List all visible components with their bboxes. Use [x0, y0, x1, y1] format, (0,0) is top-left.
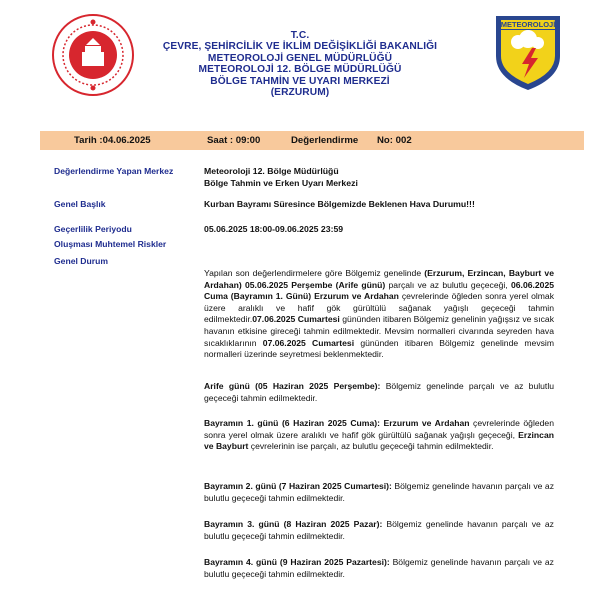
center-label: Değerlendirme Yapan Merkez [54, 166, 174, 176]
header-line-general-directorate: METEOROLOJİ GENEL MÜDÜRLÜĞÜ [207, 52, 393, 64]
paragraph-day1 [204, 418, 554, 453]
title-value: Kurban Bayramı Süresince Bölgemizde Beklenen Hava Durumu!!! [204, 199, 475, 209]
info-bar [40, 131, 584, 150]
p1-text-4: gününden itibaren Bölgemiz genelinin yağışsız ve sıcak havanın etkisine gireceği tahmin edilmektedir. Mevsim normalleri civarında seyreden hava sıcaklıklarının [204, 314, 554, 348]
ministry-seal-logo [52, 14, 134, 96]
p1-bold-3: 07.06.2025 Cumartesi [252, 314, 340, 325]
p3-text-2: çevrelerinin ise parçalı, az bulutlu geçeceği tahmin edilmektedir. [248, 441, 494, 452]
title-label: Genel Başlık [54, 199, 106, 209]
header-line-center: BÖLGE TAHMİN VE UYARI MERKEZİ [210, 75, 390, 87]
p6-bold: Bayramın 4. günü (9 Haziran 2025 Pazartesi): [204, 557, 390, 567]
header-line-regional-directorate: METEOROLOJİ 12. BÖLGE MÜDÜRLÜĞÜ [198, 64, 402, 76]
p1-bold-2: 06.06.2025 Cuma (Bayramın 1. Günü) Erzurum ve Ardahan [204, 279, 555, 302]
p1-bold-4: 07.06.2025 Cumartesi [262, 337, 355, 348]
paragraph-general [204, 268, 554, 361]
paragraph-day4 [204, 557, 554, 580]
paragraph-day2 [204, 481, 554, 504]
header-line-city: (ERZURUM) [270, 87, 330, 99]
header-line-ministry: ÇEVRE, ŞEHİRCİLİK VE İKLİM DEĞİŞİKLİĞİ BAKANLIĞI [162, 41, 438, 53]
p1-text-1: Yapılan son değerlendirmelere göre Bölgemiz genelinde [204, 268, 425, 278]
p4-bold: Bayramın 2. günü (7 Haziran 2025 Cumartesi): [204, 481, 392, 491]
p3-bold-1: Bayramın 1. günü (6 Haziran 2025 Cuma): Erzurum ve Ardahan [204, 418, 470, 428]
meteoroloji-logo [492, 12, 564, 92]
p4-text: Bölgemiz genelinde havanın parçalı ve az bulutlu geçeceği tahmin edilmektedir. [204, 481, 554, 503]
paragraph-arife [204, 381, 554, 404]
p3-bold-2: Erzincan ve Bayburt [204, 429, 554, 452]
p5-text: Bölgemiz genelinde havanın parçalı ve az bulutlu geçeceği tahmin edilmektedir. [204, 519, 554, 541]
center-value-line1: Meteoroloji 12. Bölge Müdürlüğü [204, 166, 339, 176]
document-header [150, 30, 450, 98]
p1-text-2: parçalı ve az bulutlu geçeceği, [385, 279, 511, 290]
p1-text-3: çevrelerinde öğleden sonra yerel olmak üzere aralıklı ve hafif gök gürültülü sağanak yağışlı geçeceği tahmin edilmektedir. [204, 291, 554, 325]
evaluation-number: No: 002 [377, 135, 412, 146]
general-status-label: Genel Durum [54, 256, 108, 266]
paragraph-day3 [204, 519, 554, 542]
header-line-tc: T.C. [290, 30, 310, 41]
validity-label: Geçerlilik Periyodu [54, 224, 132, 234]
p2-bold: Arife günü (05 Haziran 2025 Perşembe): [204, 381, 381, 391]
p5-bold: Bayramın 3. günü (8 Haziran 2025 Pazar): [204, 519, 383, 529]
p6-text: Bölgemiz genelinde havanın parçalı ve az bulutlu geçeceği tahmin edilmektedir. [204, 557, 554, 579]
p1-bold-1: (Erzurum, Erzincan, Bayburt ve Ardahan) 05.06.2025 Perşembe (Arife günü) [204, 268, 554, 290]
evaluation-label: Değerlendirme [291, 135, 359, 146]
p2-text: Bölgemiz genelinde parçalı ve az bulutlu geçeceği tahmin edilmektedir. [204, 381, 555, 403]
date-text: Tarih :04.06.2025 [74, 135, 151, 146]
meteoroloji-logo-text: METEOROLOJİ [500, 20, 556, 29]
p1-text-5: gününden itibaren Bölgemiz genelinde mevsim normalleri üzerinde seyretmesi beklenmektedir. [204, 337, 554, 360]
time-text: Saat : 09:00 [207, 135, 261, 146]
center-value-line2: Bölge Tahmin ve Erken Uyarı Merkezi [204, 178, 358, 188]
p3-text-1: çevrelerinde öğleden sonra yerel olmak üzere aralıklı ve hafif gök gürültülü sağanak yağışlı geçeceği, [204, 418, 554, 440]
risks-label: Oluşması Muhtemel Riskler [54, 239, 167, 249]
validity-value: 05.06.2025 18:00-09.06.2025 23:59 [204, 224, 344, 234]
